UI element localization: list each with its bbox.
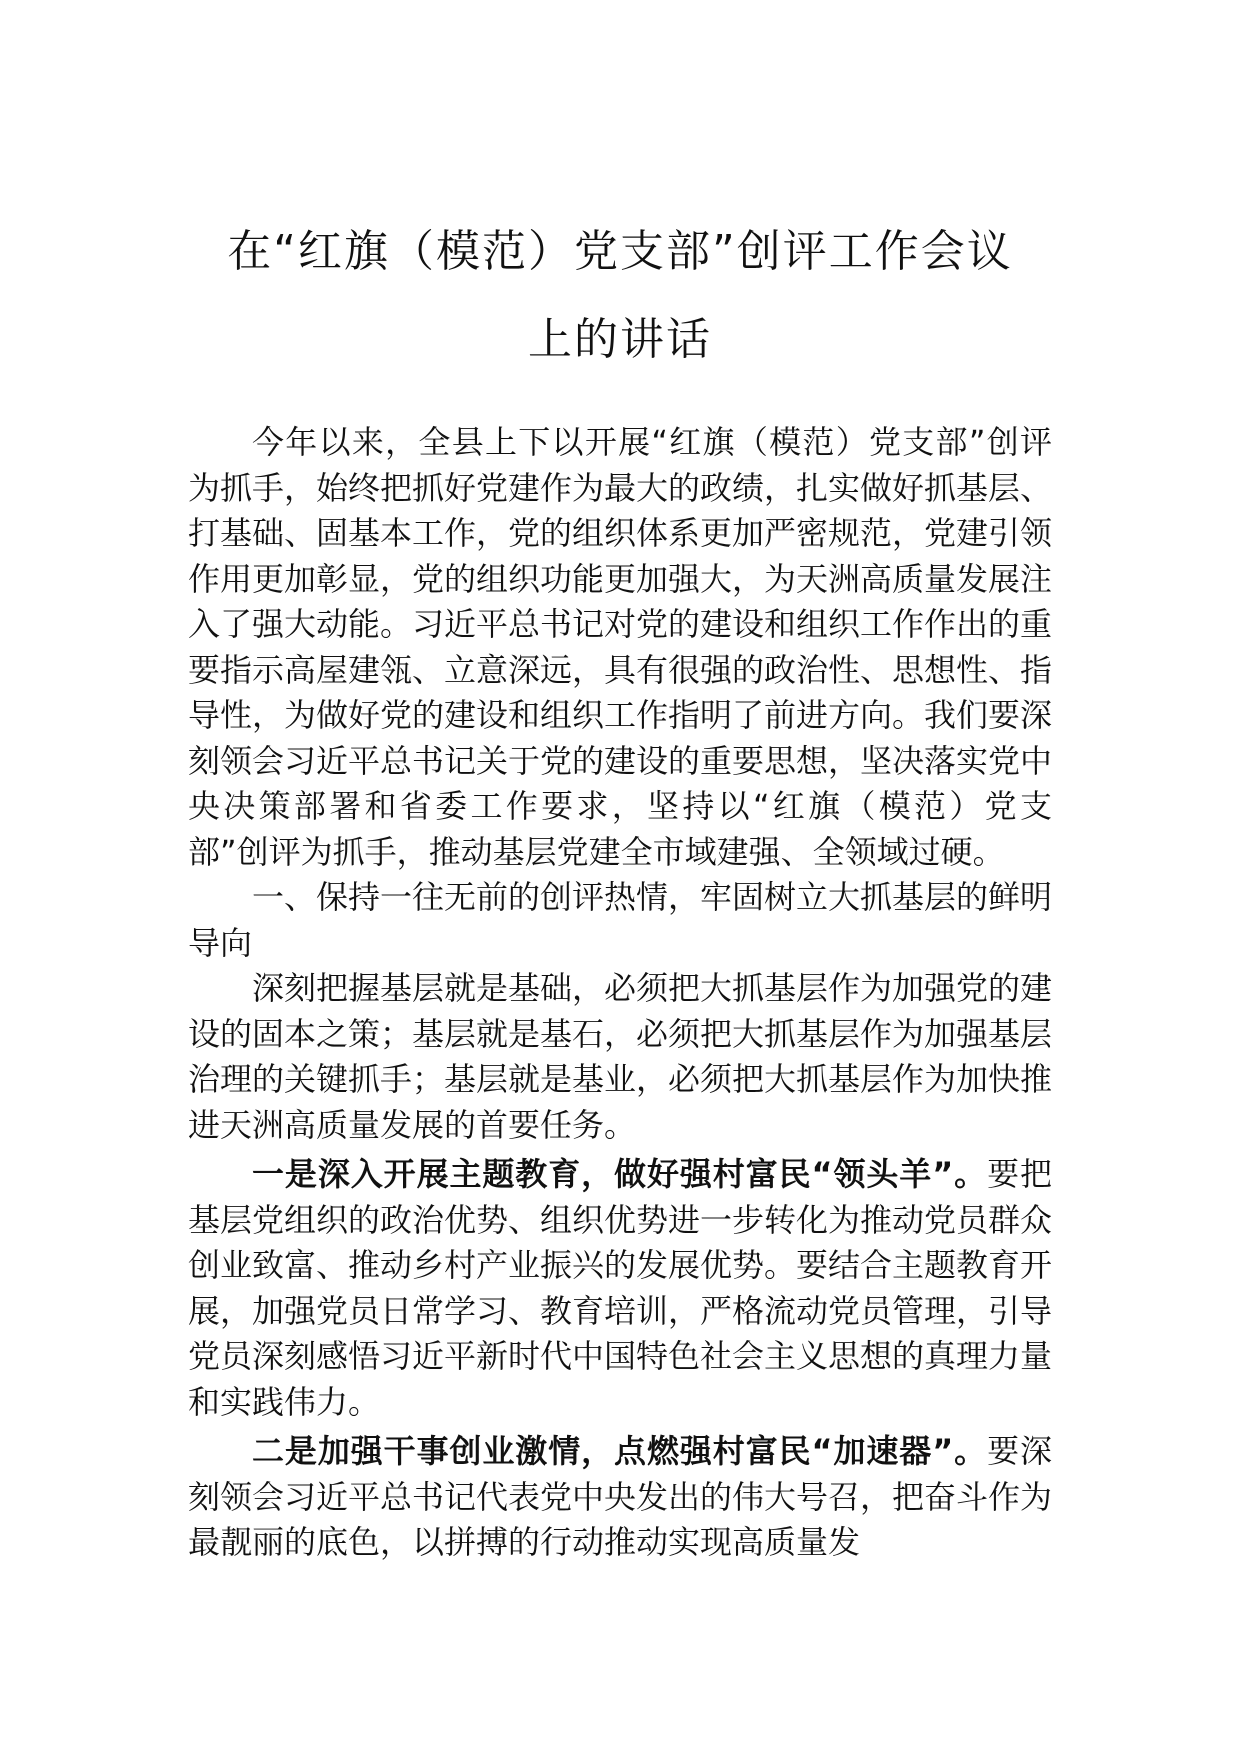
paragraph-text: 一、保持一往无前的创评热情，牢固树立大抓基层的鲜明导向 [188,878,1053,962]
bold-lead-2: 二是加强干事创业激情，点燃强村富民“加速器”。 [252,1432,988,1470]
paragraph-point-2 [188,1429,1052,1566]
paragraph-text: 要深刻领会习近平总书记代表党中央发出的伟大号召，把奋斗作为最靓丽的底色，以拼搏的行动推动实现高质量发 [188,1432,1053,1561]
document-body [188,420,1052,1566]
section-heading-1 [188,875,1052,966]
paragraph-text: 今年以来，全县上下以开展“红旗（模范）党支部”创评为抓手，始终把抓好党建作为最大的政绩，扎实做好抓基层、打基础、固基本工作，党的组织体系更加严密规范，党建引领作用更加彰显，党的组织功能更加强大，为天洲高质量发展注入了强大动能。习近平总书记对党的建设和组织工作作出的重要指示高屋建瓴、立意深远，具有很强的政治性、思想性、指导性，为做好党的建设和组织工作指明了前进方向。我们要深刻领会习近平总书记关于党的建设的重要思想，坚决落实党中央决策部署和省委工作要求，坚持以“红旗（模范）党支部”创评为抓手，推动基层党建全市域建强、全领域过硬。 [188,423,1053,871]
title-line-2: 上的讲话 [528,314,712,365]
document-title [150,208,1090,384]
bold-lead-1: 一是深入开展主题教育，做好强村富民“领头羊”。 [252,1155,988,1193]
paragraph-basics [188,966,1052,1148]
paragraph-intro [188,420,1052,875]
title-line-1: 在“红旗（模范）党支部”创评工作会议 [227,226,1013,277]
paragraph-text: 深刻把握基层就是基础，必须把大抓基层作为加强党的建设的固本之策；基层就是基石，必须把大抓基层作为加强基层治理的关键抓手；基层就是基业，必须把大抓基层作为加快推进天洲高质量发展的首要任务。 [188,969,1053,1144]
paragraph-point-1 [188,1152,1052,1425]
paragraph-text: 要把基层党组织的政治优势、组织优势进一步转化为推动党员群众创业致富、推动乡村产业振兴的发展优势。要结合主题教育开展，加强党员日常学习、教育培训，严格流动党员管理，引导党员深刻感悟习近平新时代中国特色社会主义思想的真理力量和实践伟力。 [188,1155,1053,1421]
